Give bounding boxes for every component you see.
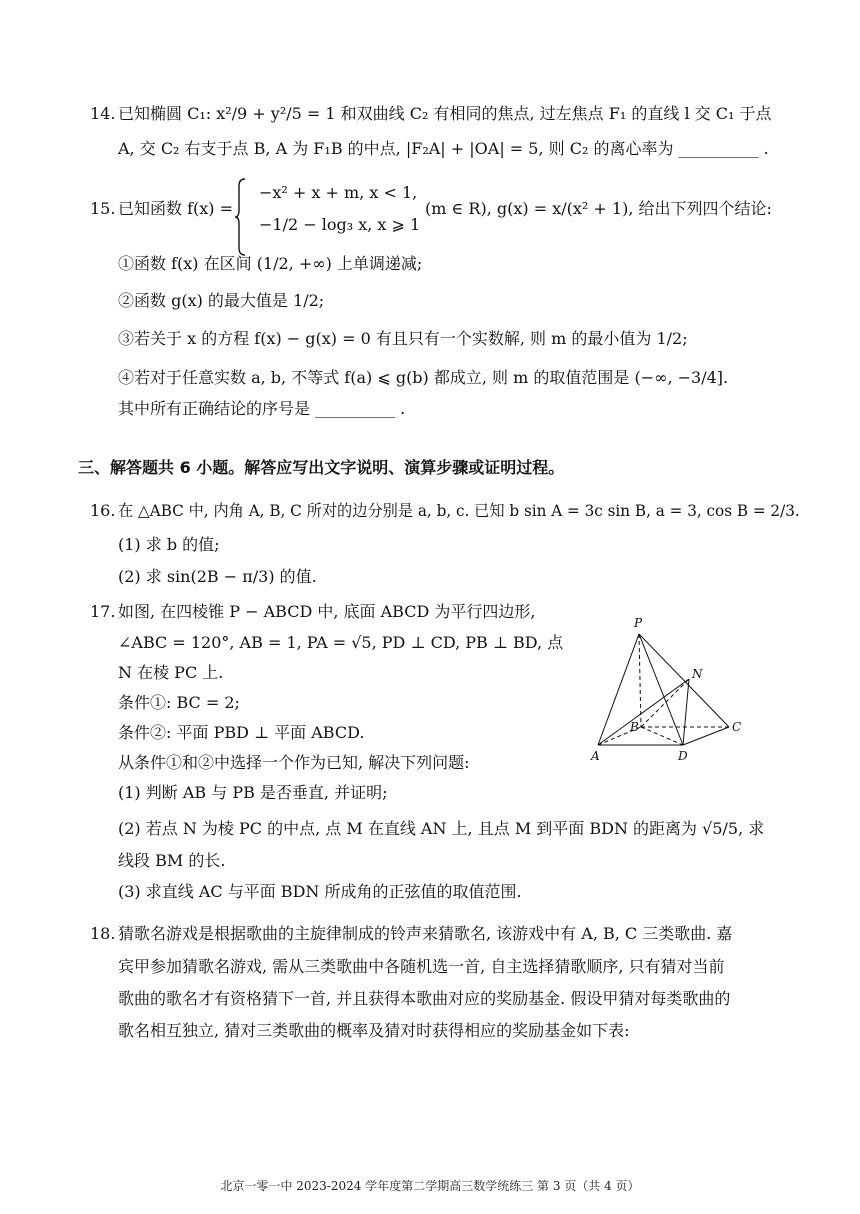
- q14-line-1: 已知椭圆 C₁: x²/9 + y²/5 = 1 和双曲线 C₂ 有相同的焦点, 过左焦点 F₁ 的直线 l 交 C₁ 于点: [118, 104, 772, 123]
- q17-part-2b: 线段 BM 的长.: [118, 851, 226, 870]
- q15-conclusion-2: ②函数 g(x) 的最大值是 1/2;: [118, 291, 325, 310]
- q17-line-3: N 在棱 PC 上.: [118, 663, 224, 682]
- figure-label-d: D: [678, 749, 688, 763]
- q15-case-2: −1/2 − log₃ x, x ⩾ 1: [259, 215, 421, 234]
- q16-part-2: (2) 求 sin(2B − π/3) 的值.: [118, 567, 317, 586]
- figure-label-a: A: [591, 749, 600, 763]
- q17-line-2: ∠ABC = 120°, AB = 1, PA = √5, PD ⊥ CD, PB ⊥ BD, 点: [118, 633, 564, 652]
- piecewise-brace-icon: [234, 178, 246, 256]
- q17-part-1: (1) 判断 AB 与 PB 是否垂直, 并证明;: [118, 783, 388, 802]
- q15-tail: (m ∈ R), g(x) = x/(x² + 1), 给出下列四个结论:: [425, 199, 772, 218]
- q17-condition-2: 条件②: 平面 PBD ⊥ 平面 ABCD.: [118, 723, 365, 742]
- q17-part-3: (3) 求直线 AC 与平面 BDN 所成角的正弦值的取值范围.: [118, 882, 522, 901]
- q15-ask: 其中所有正确结论的序号是 __________ .: [118, 399, 406, 418]
- q15-conclusion-1: ①函数 f(x) 在区间 (1/2, +∞) 上单调递减;: [118, 254, 423, 273]
- q15-number: 15.: [90, 199, 116, 218]
- q18-number: 18.: [90, 924, 116, 943]
- page-footer: 北京一零一中 2023-2024 学年度第二学期高三数学统练三 第 3 页（共 4 页）: [220, 1179, 640, 1193]
- pyramid-figure: [586, 612, 756, 772]
- q15-conclusion-4: ④若对于任意实数 a, b, 不等式 f(a) ⩽ g(b) 都成立, 则 m 的取值范围是 (−∞, −3/4].: [118, 368, 729, 387]
- section-3-heading: 三、解答题共 6 小题。解答应写出文字说明、演算步骤或证明过程。: [78, 458, 565, 477]
- q16-number: 16.: [90, 501, 116, 520]
- q16-part-1: (1) 求 b 的值;: [118, 535, 220, 554]
- q17-line-1: 如图, 在四棱锥 P − ABCD 中, 底面 ABCD 为平行四边形,: [118, 602, 536, 621]
- q18-line-3: 歌曲的歌名才有资格猜下一首, 并且获得本歌曲对应的奖励基金. 假设甲猜对每类歌曲的: [118, 989, 731, 1008]
- q18-line-4: 歌名相互独立, 猜对三类歌曲的概率及猜对时获得相应的奖励基金如下表:: [118, 1021, 630, 1040]
- q15-conclusion-3: ③若关于 x 的方程 f(x) − g(x) = 0 有且只有一个实数解, 则 m 的最小值为 1/2;: [118, 329, 688, 348]
- q14-line-2: A, 交 C₂ 右支于点 B, A 为 F₁B 的中点, |F₂A| + |OA| = 5, 则 C₂ 的离心率为 __________ .: [118, 139, 769, 158]
- q17-number: 17.: [90, 602, 116, 621]
- q17-part-2a: (2) 若点 N 为棱 PC 的中点, 点 M 在直线 AN 上, 且点 M 到平面 BDN 的距离为 √5/5, 求: [118, 819, 765, 838]
- figure-label-p: P: [634, 616, 643, 630]
- q18-line-1: 猜歌名游戏是根据歌曲的主旋律制成的铃声来猜歌名, 该游戏中有 A, B, C 三类歌曲. 嘉: [118, 924, 733, 943]
- q16-line-1: 在 △ABC 中, 内角 A, B, C 所对的边分别是 a, b, c. 已知 b sin A = 3c sin B, a = 3, cos B = 2/3.: [118, 501, 800, 520]
- q15-case-1: −x² + x + m, x < 1,: [259, 183, 418, 202]
- q17-choose: 从条件①和②中选择一个作为已知, 解决下列问题:: [118, 753, 470, 772]
- q15-intro: 已知函数 f(x) =: [118, 199, 234, 218]
- q14-number: 14.: [90, 104, 116, 123]
- q17-condition-1: 条件①: BC = 2;: [118, 693, 240, 712]
- figure-label-b: B: [630, 720, 639, 734]
- q18-line-2: 宾甲参加猜歌名游戏, 需从三类歌曲中各随机选一首, 自主选择猜歌顺序, 只有猜对当前: [118, 957, 725, 976]
- figure-label-n: N: [692, 667, 703, 681]
- figure-label-c: C: [732, 720, 742, 734]
